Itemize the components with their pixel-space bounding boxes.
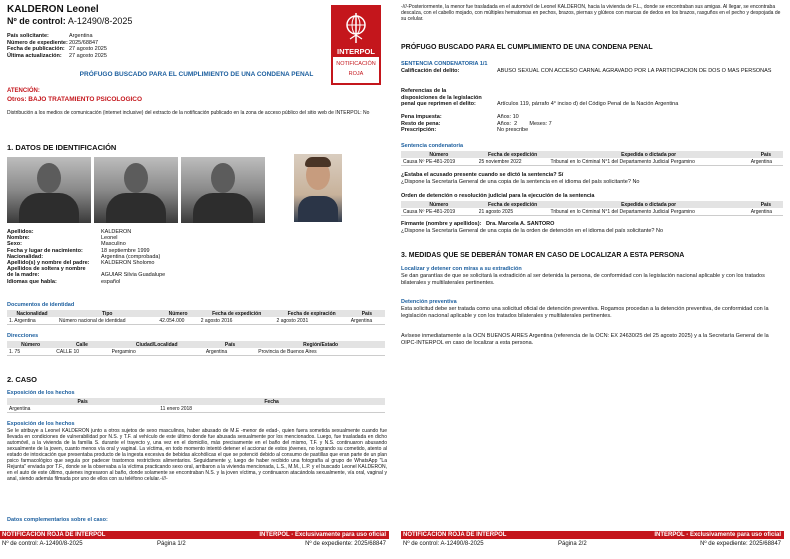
- docs-title: Documentos de identidad: [7, 302, 75, 308]
- footer-line: Nº de control: A-12490/8-2025 Página 2/2 Nº de expediente: 2025/68847: [403, 541, 781, 547]
- identity-fields: Apellidos: KALDERON Nombre: Leonel Sexo: Masculino Fecha y lugar de nacimiento: 18 septiembre 1999 Nacionalidad: Argentina (comprobada) Apellido(s) y nombre del padre: KALDERON Sholomo Apellidos de soltera y nombre de la madre: AGUIAR Silvia Guadalupe Idiomas que habla: español: [7, 229, 166, 285]
- expo-text-title: Exposición de los hechos: [7, 421, 75, 427]
- footer-bar: NOTIFICACIÓN ROJA DE INTERPOL INTERPOL - Exclusivamente para uso oficial: [401, 531, 784, 539]
- photo-3: [181, 157, 265, 223]
- od-title: Orden de detención o resolución judicial para la ejecución de la sentencia: [401, 193, 595, 199]
- datos-complementarios: Datos complementarios sobre el caso:: [7, 517, 108, 523]
- prev-title: Detención preventiva: [401, 299, 457, 305]
- loc-title: Localizar y detener con miras a su extradición: [401, 266, 522, 272]
- ref-label: Referencias de la disposiciones de la legislación penal que reprimen el delito:: [401, 88, 482, 108]
- sec2-title: 2. CASO: [7, 375, 38, 384]
- table-row: Argentina 11 enero 2018: [7, 405, 385, 413]
- sc-title: Sentencia condenatoria: [401, 143, 464, 149]
- interpol-logo: INTERPOL NOTIFICACIÓN ROJA: [331, 5, 381, 85]
- attention-other: Otros: BAJO TRATAMIENTO PSICOLOGICO: [7, 96, 143, 103]
- page-1: [0, 0, 393, 559]
- expo-table: País Fecha Argentina 11 enero 2018: [7, 398, 385, 413]
- expo-title: Exposición de los hechos: [7, 390, 75, 396]
- sentencia-table: Número Fecha de expedición Expedida o dictada por País Causa Nº PE-481-2019 25 noviembre 2022 Tribunal en lo Criminal N°1 del Departamento Judicial Pergamino Argentina: [401, 151, 783, 166]
- table-row: Causa Nº PE-481-2019 25 noviembre 2022 Tribunal en lo Criminal N°1 del Departamento Judicial Pergamino Argentina: [401, 158, 783, 166]
- control-number-line: Nº de control: A-12490/8-2025: [7, 16, 133, 26]
- table-row: Causa Nº PE-481-2019 21 agosto 2025 Tribunal en lo Criminal N°1 del Departamento Judicial Pergamino Argentina: [401, 208, 783, 216]
- table-row: 1. 75 CALLE 10 Pergamino Argentina Provincia de Buenos Aires: [7, 348, 385, 356]
- sec1-title: 1. DATOS DE IDENTIFICACIÓN: [7, 143, 117, 152]
- expo-text: Se le atribuye a Leonel KALDERON junto a otros sujetos de sexo masculinos, haber abusado de M.E -menor de edad-, quien fuera sometida sexualmente cuando fue llevada en condiciones de vulnerabilidad por N.S. y T.F. al vehículo de este último donde fue abusada sexualmente por los mencionados. Luego, fue trasladada en dicho automóvil, a la vivienda de la familia S. durante el trayecto y, una vez en el domicilio, más precisamente en el baño del mismo, T.F. y N.S. continuaron abusando sexualmente de la joven, cuanto menos vía oral y vaginal. La víctima, en todo momento intentó detener el accionar de estos jóvenes, no logrando su cometido, atento al estado de intoxicación que presentaba producto de la ingesta excesiva de bebidas alcohólicas el que se potenció debido al consumo de pastillas que eran parte de un plan psico farmacológico que seguía por padecer trastornos restrictivos alimentarios. Seguidamente y, luego de haber recibido una fotografía al grupo de WhatsApp "La Rejunta" enviada por T.F., donde se la observaba a la víctima practicando sexo oral, arribaron a la vivienda mencionada, L.S., M.M., L.P. y el buscado Leonel KALDERON, en el auto de este último, quienes ingresaron al baño, donde solamente se encontraban N.S. y la joven víctima, y continuaron atacándola sexualmente, vía oral, vaginal y anal, siendo además filmada por uno de ellos con su teléfono celular.-///-: [7, 428, 387, 482]
- attention-label: ATENCIÓN:: [7, 88, 40, 94]
- page-2: -///-Posteriormente, la menor fue trasladada en el automóvil de Leonel KALDERON, hacia la vivienda de F.L., donde se encontraban sus amigas. Al llegar, se encontraba descalza, con el cabello mojado, con múltiples hematomas en pechos, brazos, piernas y glúteos con marcas de dedos en los brazos, rasguños en el pecho y despojada de su celular. PRÓFUGO BUSCADO PARA EL CUMPLIMIENTO DE UNA CONDENA PENAL SENTENCIA CONDENATORIA 1/1 Calificación del delito: ABUSO SEXUAL CON ACCESO CARNAL AGRAVADO POR LA PARTICIPACION DE DOS O MAS PERSONAS Referencias de la disposiciones de la legislación penal que reprimen el delito: Artículos 119, párrafo 4° inciso d) del Código Penal de la Nación Argentina Pena impuesta: Años: 10 Resto de pena: Años: 2 Meses: 7 Prescripción: No prescribe Sentencia condenatoria Número Fecha de expedición Expedida o dictada por País Causa Nº PE-481-2019 25 noviembre 2022 Tribunal en lo Criminal N°1 del Departamento Judicial Pergamino Argentina ¿Estaba el acusado presente cuando se dictó la sentencia? Sí ¿Dispone la Secretaría General de una copia de la sentencia en el idioma del país solicitante? No Orden de detención o resolución judicial para la ejecución de la sentencia Número Fecha de expedición Expedida o dictada por País Causa Nº PE-481-2019 21 agosto 2025 Tribunal en lo Criminal N°1 del Departamento Judicial Pergamino Argentina Firmante (nombre y apellidos): Dra. Marcela A. SANTORO ¿Dispone la Secretaría General de una copia de la orden de detención en el idioma del país solicitante? No 3. MEDIDAS QUE SE DEBERÁN TOMAR EN CASO DE LOCALIZAR A ESTA PERSONA Localizar y detener con miras a su extradición Se dan garantías de que se solicitará la extradición al ser detenida la persona, de conformidad con la legislación nacional aplicable y con los tratados bilaterales y multilaterales pertinentes. Detención preventiva Esta solicitud debe ser tratada como una solicitud oficial de detención preventiva. Rogamos procedan a la detención preventiva, de conformidad con la legislación nacional aplicable y con los tratados bilaterales y multilaterales pertinentes. Avísese inmediatamente a la OCN BUENOS AIRES Argentina (referencia de la OCN: EX 24630/25 del 25 agosto 2025) y a la Secretaría General de la OIPC-INTERPOL en caso de localizar a esta persona. NOTIFICACIÓN ROJA DE INTERPOL INTERPOL - Exclusivamente para uso oficial Nº de control: A-12490/8-2025 Página 2/2 Nº de expediente: 2025/68847: [397, 0, 790, 559]
- distribution-text: Distribución a los medios de comunicación (internet inclusive) del extracto de la notificación publicado en la zona de acceso público del sitio web de INTERPOL: No: [7, 110, 370, 116]
- photo-1: [7, 157, 91, 223]
- pena-fields: Pena impuesta: Años: 10 Resto de pena: Años: 2 Meses: 7 Prescripción: No prescribe: [401, 114, 552, 134]
- sentencia-title: SENTENCIA CONDENATORIA 1/1: [401, 61, 488, 67]
- footer-line: Nº de control: A-12490/8-2025 Página 1/2 Nº de expediente: 2025/68847: [2, 541, 386, 547]
- p2-title: PRÓFUGO BUSCADO PARA EL CUMPLIMIENTO DE UNA CONDENA PENAL: [401, 44, 653, 51]
- p1-subtitle: PRÓFUGO BUSCADO PARA EL CUMPLIMIENTO DE UNA CONDENA PENAL: [79, 71, 314, 78]
- photo-portrait: [294, 154, 342, 222]
- photo-2: [94, 157, 178, 223]
- header-fields: País solicitante: Argentina Número de expediente:2025/68847 Fecha de publicación: 27 agosto 2025 Última actualización: 27 agosto 2025: [7, 33, 107, 59]
- p2-intro: -///-Posteriormente, la menor fue trasladada en el automóvil de Leonel KALDERON, hacia la vivienda de F.L., donde se encontraban sus amigas. Al llegar, se encontraba descalza, con el cabello mojado, con múltiples hematomas en pechos, brazos, piernas y glúteos con marcas de dedos en los brazos, rasguños en el pecho y despojada de su celular.: [401, 4, 781, 23]
- dir-title: Direcciones: [7, 333, 39, 339]
- footer-bar: NOTIFICACIÓN ROJA DE INTERPOL INTERPOL - Exclusivamente para uso oficial: [0, 531, 389, 539]
- table-row: 1. Argentina Número nacional de identidad 42.054.000 2 agosto 2016 2 agosto 2031 Argentina: [7, 317, 385, 325]
- docs-table: Nacionalidad Tipo Número Fecha de expedición Fecha de expiración País 1. Argentina Número nacional de identidad 42.054.000 2 agosto 2016 2 agosto 2031 Argentina: [7, 310, 385, 325]
- avisar-text: Avísese inmediatamente a la OCN BUENOS AIRES Argentina (referencia de la OCN: EX 24630/25 del 25 agosto 2025) y a la Secretaría General de la OIPC-INTERPOL en caso de localizar a esta persona.: [401, 333, 769, 346]
- dir-table: Número Calle Ciudad/Localidad País Región/Estado 1. 75 CALLE 10 Pergamino Argentina Provincia de Buenos Aires: [7, 341, 385, 356]
- sec3-title: 3. MEDIDAS QUE SE DEBERÁN TOMAR EN CASO DE LOCALIZAR A ESTA PERSONA: [401, 252, 685, 259]
- orden-table: Número Fecha de expedición Expedida o dictada por País Causa Nº PE-481-2019 21 agosto 2025 Tribunal en lo Criminal N°1 del Departamento Judicial Pergamino Argentina: [401, 201, 783, 216]
- person-name: KALDERON Leonel: [7, 4, 99, 15]
- globe-icon: [344, 13, 368, 43]
